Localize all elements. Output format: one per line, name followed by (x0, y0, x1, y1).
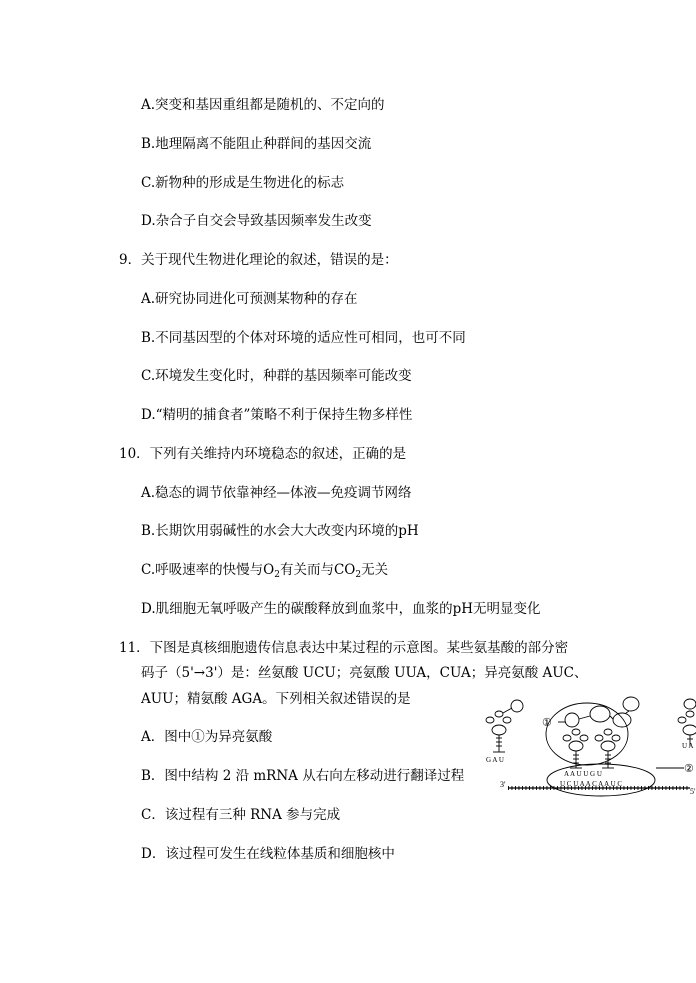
q10-option-c-part1: C.呼吸速率的快慢与O (141, 562, 275, 578)
right-trna-anticodon: U A (682, 742, 694, 750)
trna-site-1 (563, 729, 588, 768)
peptide-chain (565, 697, 639, 727)
q11-option-d: D．该过程可发生在线粒体基质和细胞核中 (141, 846, 395, 862)
mrna-codons: U C U A A C A A U C (560, 780, 623, 788)
q9-stem: 9．关于现代生物进化理论的叙述，错误的是： (119, 252, 398, 268)
trna-left (486, 700, 523, 752)
q10-option-b: B.长期饮用弱碱性的水会大大改变内环境的pH (141, 523, 419, 539)
label-2: ② (684, 763, 694, 775)
q9-option-b: B.不同基因型的个体对环境的适应性可相同，也可不同 (141, 330, 466, 346)
trna-site-2 (595, 729, 620, 768)
q8-option-c: C.新物种的形成是生物进化的标志 (141, 175, 345, 191)
left-trna-anticodon: G A U (486, 756, 504, 764)
q10-stem: 10．下列有关维持内环境稳态的叙述，正确的是 (119, 446, 407, 462)
q8-option-d: D.杂合子自交会导致基因频率发生改变 (141, 213, 372, 229)
q10-option-c-part2: 有关而与CO (279, 562, 356, 578)
q10-option-d: D.肌细胞无氧呼吸产生的碳酸释放到血浆中，血浆的pH无明显变化 (141, 601, 541, 617)
q10-option-c (141, 561, 388, 579)
q8-option-a: A.突变和基因重组都是随机的、不定向的 (141, 97, 385, 113)
label-5prime: 5' (690, 787, 696, 796)
label-1: ① (542, 717, 552, 729)
label-3prime: 3' (500, 780, 506, 789)
q11-stem-line2: 码子（5'→3'）是：丝氨酸 UCU；亮氨酸 UUA，CUA；异亮氨酸 AUC、 (141, 665, 588, 681)
q9-option-c: C.环境发生变化时，种群的基因频率可能改变 (141, 368, 412, 384)
q9-option-d: D.“精明的捕食者”策略不利于保持生物多样性 (141, 407, 413, 423)
q11-option-a: A．图中①为异亮氨酸 (141, 729, 273, 745)
q9-option-a: A.研究协同进化可预测某物种的存在 (141, 291, 358, 307)
site-anticodons: A A U U G U (564, 770, 602, 778)
q10-option-c-sub2: 2 (355, 570, 362, 580)
q11-option-b: B．图中结构 2 沿 mRNA 从右向左移动进行翻译过程 (141, 768, 465, 784)
ribosome-large-subunit (546, 703, 628, 765)
translation-diagram (476, 694, 696, 800)
q10-option-c-part3: 无关 (361, 562, 389, 578)
q11-stem-line3: AUU；精氨酸 AGA。下列相关叙述错误的是 (141, 691, 411, 707)
q11-option-c: C．该过程有三种 RNA 参与完成 (141, 807, 341, 823)
q10-option-c-sub1: 2 (274, 570, 280, 580)
trna-right (678, 699, 696, 746)
q8-option-b: B.地理隔离不能阻止种群间的基因交流 (141, 136, 372, 152)
q10-option-a: A.稳态的调节依靠神经—体液—免疫调节网络 (141, 485, 412, 501)
q11-stem-line1: 11．下图是真核细胞遗传信息表达中某过程的示意图。某些氨基酸的部分密 (119, 640, 569, 656)
